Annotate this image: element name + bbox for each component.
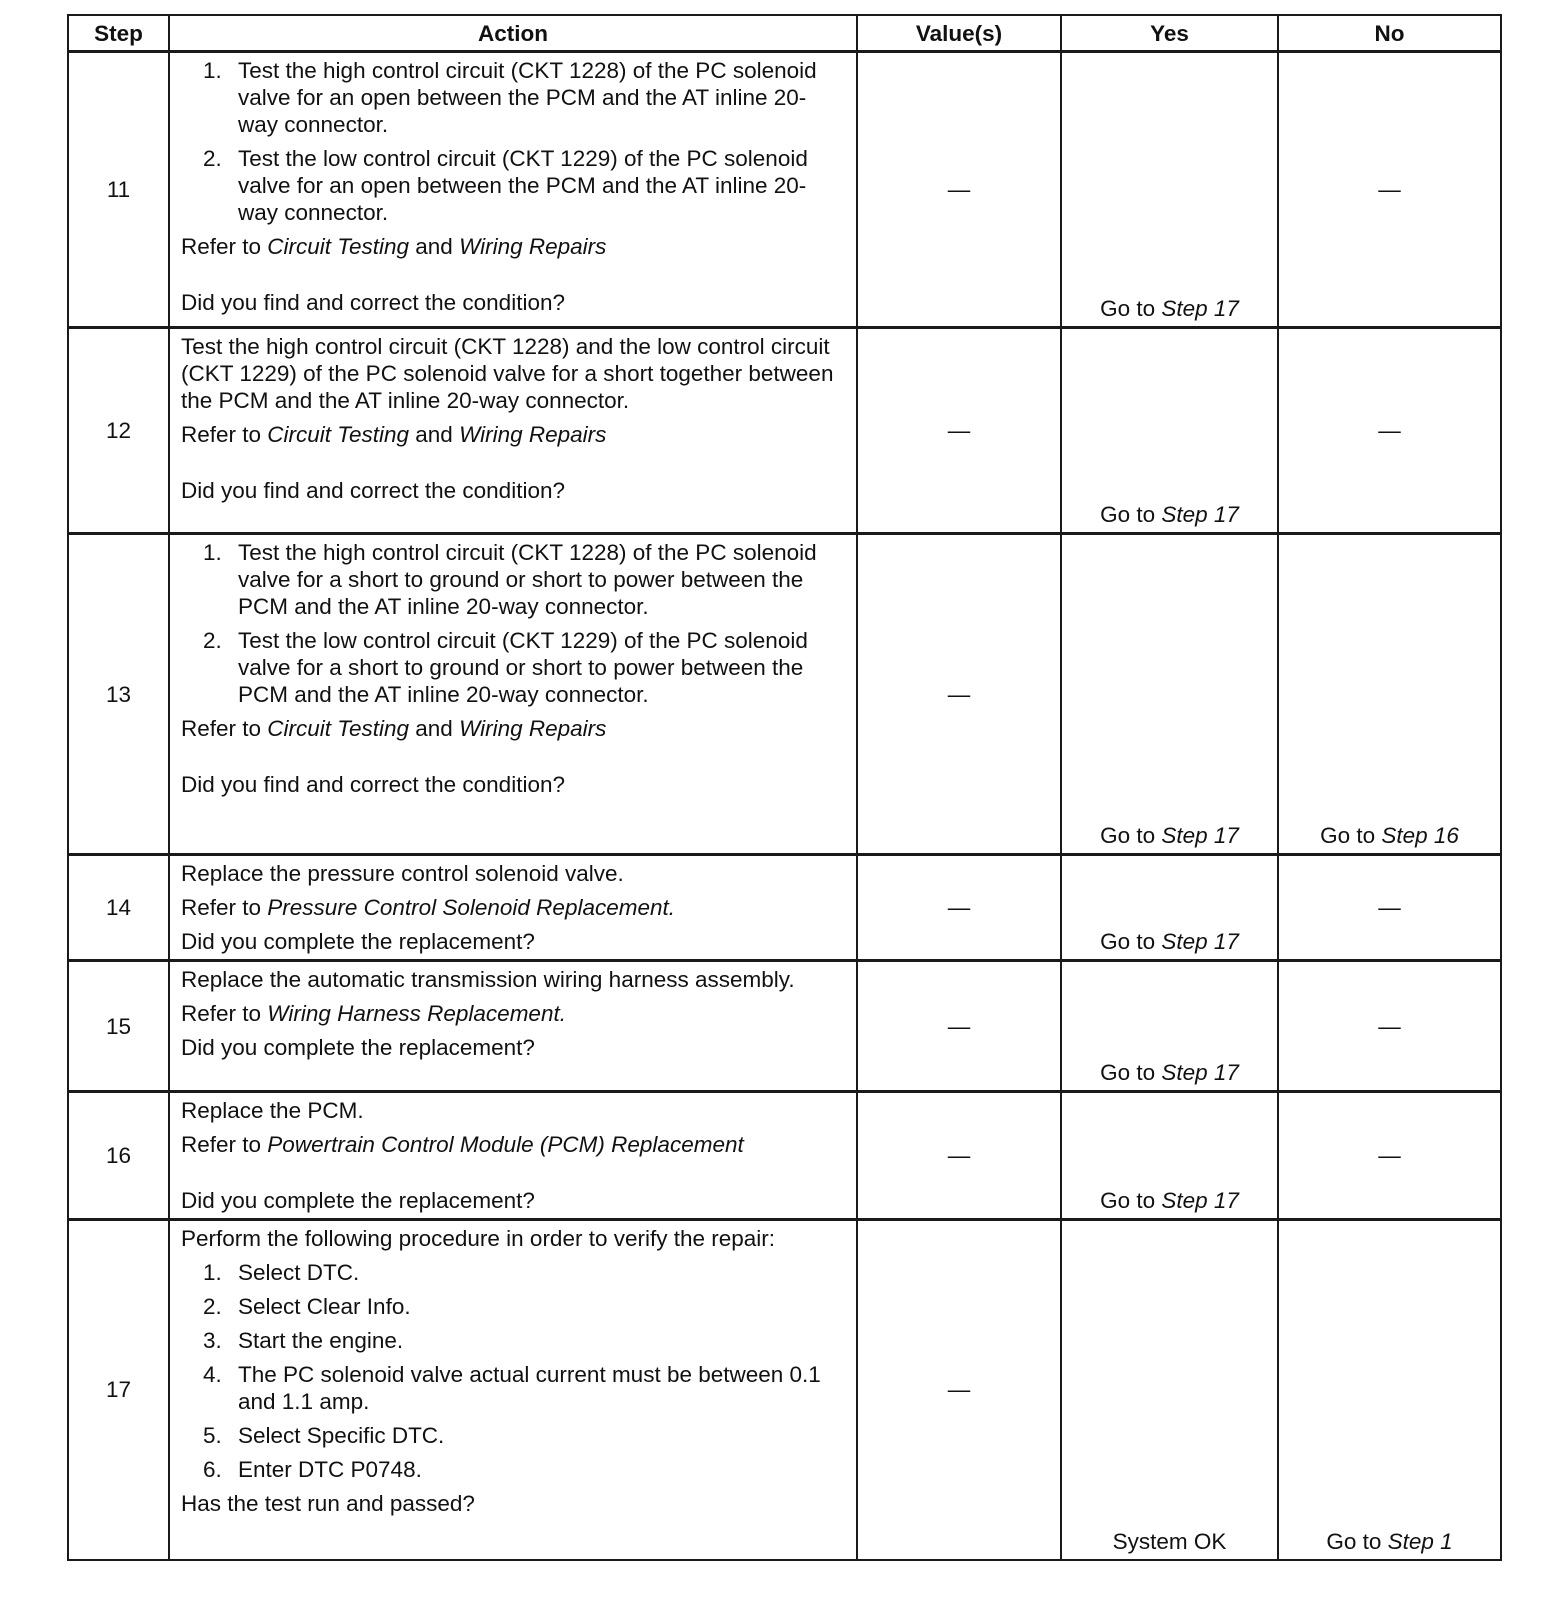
list-item — [181, 1456, 844, 1483]
question: Did you complete the replacement? — [181, 929, 535, 954]
action-cell — [169, 534, 857, 855]
reference-link: Circuit Testing — [267, 234, 410, 259]
diagnostic-table-page — [67, 14, 1500, 1561]
yes-prefix: Go to — [1100, 1188, 1162, 1213]
refer-line — [181, 1000, 844, 1027]
action-text: Replace the automatic transmission wiring harness assembly. — [181, 967, 795, 992]
list-number: 2. — [203, 1294, 222, 1319]
yes-step-link: Step 17 — [1161, 502, 1239, 527]
table-row — [68, 52, 1501, 328]
reference-link: Wiring Repairs — [459, 716, 607, 741]
action-cell — [169, 328, 857, 534]
header-action: Action — [169, 15, 857, 52]
action-cell — [169, 961, 857, 1092]
refer-prefix: Refer to — [181, 1001, 268, 1026]
list-text: Select DTC. — [238, 1260, 360, 1285]
reference-link: Circuit Testing — [267, 422, 410, 447]
action-cell — [169, 855, 857, 961]
no-cell: — — [1278, 961, 1501, 1092]
table-row — [68, 1092, 1501, 1220]
yes-step-link: Step 17 — [1161, 1188, 1239, 1213]
reference-link: Wiring Repairs — [459, 234, 607, 259]
list-text: Test the high control circuit (CKT 1228) of the PC solenoid valve for a short to ground or short to power between the PCM and the AT inline 20-way connector. — [238, 540, 817, 619]
diagnostic-step-table — [67, 14, 1502, 1561]
yes-cell — [1061, 52, 1278, 328]
refer-line — [181, 894, 844, 921]
header-no: No — [1278, 15, 1501, 52]
reference-link: Circuit Testing — [267, 716, 410, 741]
list-text: Start the engine. — [238, 1328, 404, 1353]
step-number: 16 — [68, 1092, 169, 1220]
list-item — [181, 57, 844, 138]
question: Has the test run and passed? — [181, 1491, 475, 1516]
list-text: Test the low control circuit (CKT 1229) of the PC solenoid valve for an open between the PCM and the AT inline 20-way connector. — [238, 146, 808, 225]
values-cell: — — [857, 328, 1061, 534]
refer-prefix: Refer to — [181, 1132, 268, 1157]
no-cell: — — [1278, 855, 1501, 961]
list-text: Select Clear Info. — [238, 1294, 411, 1319]
no-cell: — — [1278, 1092, 1501, 1220]
table-row — [68, 328, 1501, 534]
action-cell — [169, 1220, 857, 1560]
yes-prefix: Go to — [1100, 929, 1162, 954]
action-cell — [169, 52, 857, 328]
step-number: 11 — [68, 52, 169, 328]
step-number: 17 — [68, 1220, 169, 1560]
yes-step-link: Step 17 — [1161, 296, 1239, 321]
list-item — [181, 1361, 844, 1415]
values-cell: — — [857, 534, 1061, 855]
refer-line — [181, 715, 844, 742]
yes-cell — [1061, 961, 1278, 1092]
values-cell: — — [857, 1092, 1061, 1220]
reference-link: Wiring Repairs — [459, 422, 607, 447]
action-text: Replace the PCM. — [181, 1098, 364, 1123]
question: Did you find and correct the condition? — [181, 772, 565, 797]
yes-cell — [1061, 328, 1278, 534]
step-number: 14 — [68, 855, 169, 961]
reference-link: Wiring Harness Replacement. — [267, 1001, 566, 1026]
step-number: 15 — [68, 961, 169, 1092]
refer-prefix: Refer to — [181, 716, 268, 741]
action-text: Test the high control circuit (CKT 1228) and the low control circuit (CKT 1229) of the PC solenoid valve for a short together between the PCM and the AT inline 20-way connector. — [181, 334, 834, 413]
refer-line — [181, 1131, 844, 1158]
refer-line — [181, 421, 844, 448]
step-number: 12 — [68, 328, 169, 534]
list-item — [181, 627, 844, 708]
list-item — [181, 1293, 844, 1320]
values-cell: — — [857, 1220, 1061, 1560]
list-number: 1. — [203, 1260, 222, 1285]
list-number: 5. — [203, 1423, 222, 1448]
yes-cell: System OK — [1061, 1220, 1278, 1560]
yes-prefix: Go to — [1100, 502, 1162, 527]
list-number: 2. — [203, 146, 222, 171]
no-step-link: Step 16 — [1381, 823, 1459, 848]
yes-step-link: Step 17 — [1161, 823, 1239, 848]
reference-link: Pressure Control Solenoid Replacement. — [267, 895, 676, 920]
action-list — [181, 57, 844, 226]
table-row — [68, 855, 1501, 961]
action-list — [181, 539, 844, 708]
no-prefix: Go to — [1326, 1528, 1388, 1554]
no-step-link: Step 1 — [1387, 1528, 1453, 1554]
list-item — [181, 145, 844, 226]
table-row — [68, 961, 1501, 1092]
yes-prefix: Go to — [1100, 296, 1162, 321]
list-number: 1. — [203, 540, 222, 565]
refer-prefix: Refer to — [181, 234, 268, 259]
action-cell — [169, 1092, 857, 1220]
values-cell: — — [857, 52, 1061, 328]
list-item — [181, 1259, 844, 1286]
list-number: 3. — [203, 1328, 222, 1353]
question: Did you find and correct the condition? — [181, 290, 565, 315]
step-number: 13 — [68, 534, 169, 855]
question: Did you complete the replacement? — [181, 1188, 535, 1213]
values-cell: — — [857, 961, 1061, 1092]
reference-link: Powertrain Control Module (PCM) Replacement — [267, 1132, 744, 1157]
action-text: Replace the pressure control solenoid valve. — [181, 861, 624, 886]
values-cell: — — [857, 855, 1061, 961]
list-text: Test the low control circuit (CKT 1229) of the PC solenoid valve for a short to ground or short to power between the PCM and the AT inline 20-way connector. — [238, 628, 808, 707]
refer-conjunction: and — [409, 422, 460, 447]
action-list — [181, 1259, 844, 1483]
list-number: 2. — [203, 628, 222, 653]
refer-prefix: Refer to — [181, 895, 268, 920]
refer-prefix: Refer to — [181, 422, 268, 447]
header-step: Step — [68, 15, 169, 52]
yes-cell — [1061, 855, 1278, 961]
list-number: 4. — [203, 1362, 222, 1387]
no-cell — [1278, 534, 1501, 855]
yes-cell — [1061, 534, 1278, 855]
no-cell: — — [1278, 52, 1501, 328]
list-text: Test the high control circuit (CKT 1228) of the PC solenoid valve for an open between the PCM and the AT inline 20-way connector. — [238, 58, 817, 137]
header-values: Value(s) — [857, 15, 1061, 52]
list-text: Enter DTC P0748. — [238, 1457, 422, 1482]
list-number: 1. — [203, 58, 222, 83]
refer-line — [181, 233, 844, 260]
table-row — [68, 534, 1501, 855]
yes-step-link: Step 17 — [1161, 1060, 1239, 1085]
no-prefix: Go to — [1320, 823, 1382, 848]
action-text: Perform the following procedure in order to verify the repair: — [181, 1226, 776, 1251]
list-item — [181, 539, 844, 620]
no-cell — [1278, 1220, 1501, 1560]
no-cell: — — [1278, 328, 1501, 534]
list-item — [181, 1422, 844, 1449]
list-number: 6. — [203, 1457, 222, 1482]
refer-conjunction: and — [409, 716, 460, 741]
list-item — [181, 1327, 844, 1354]
refer-conjunction: and — [409, 234, 460, 259]
list-text: The PC solenoid valve actual current must be between 0.1 and 1.1 amp. — [238, 1362, 821, 1414]
yes-step-link: Step 17 — [1161, 929, 1239, 954]
question: Did you find and correct the condition? — [181, 478, 565, 503]
header-yes: Yes — [1061, 15, 1278, 52]
yes-cell — [1061, 1092, 1278, 1220]
yes-prefix: Go to — [1100, 823, 1162, 848]
table-row — [68, 1220, 1501, 1560]
yes-prefix: Go to — [1100, 1060, 1162, 1085]
list-text: Select Specific DTC. — [238, 1423, 445, 1448]
question: Did you complete the replacement? — [181, 1035, 535, 1060]
header-row — [68, 15, 1501, 52]
